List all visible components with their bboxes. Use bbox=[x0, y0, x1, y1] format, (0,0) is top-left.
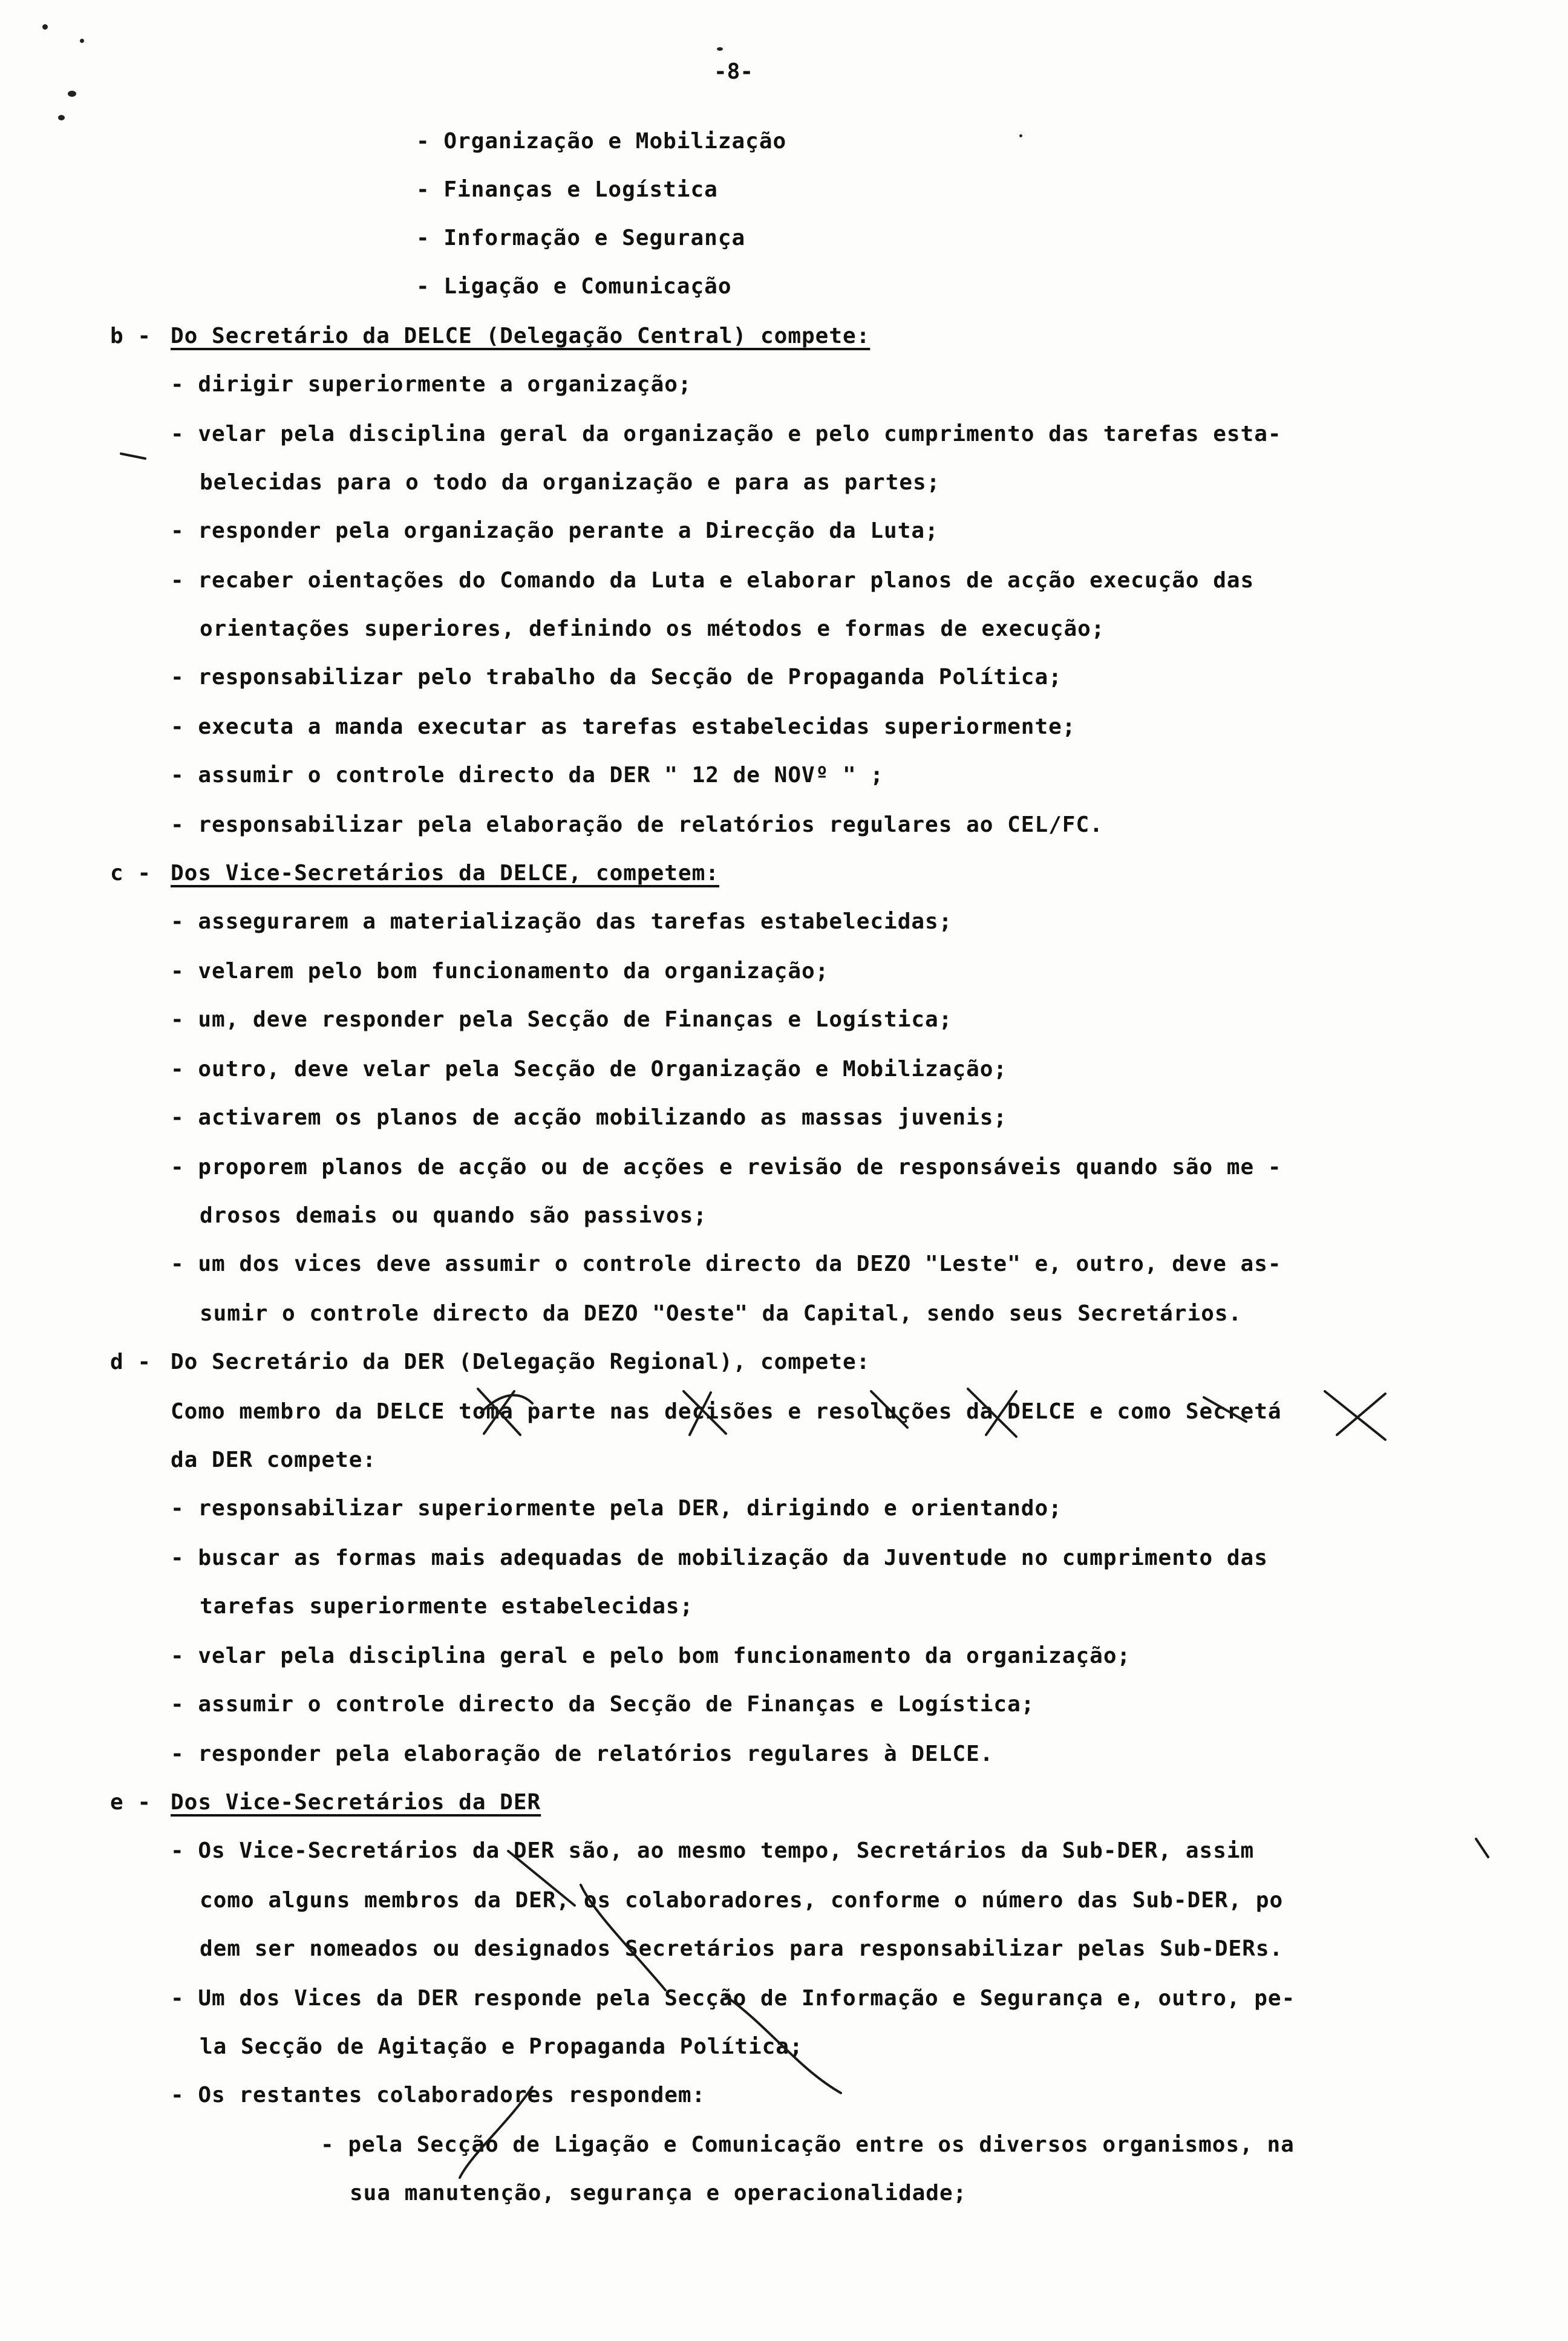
list-item: - Organização e Mobilização bbox=[416, 129, 787, 154]
text-line: - pela Secção de Ligação e Comunicação entre os diversos organismos, na bbox=[321, 2132, 1295, 2157]
page-number: -8- bbox=[714, 59, 754, 84]
section-letter: b - bbox=[110, 324, 152, 348]
section-heading: Do Secretário da DELCE (Delegação Central) compete: bbox=[171, 324, 871, 348]
text-line: - proporem planos de acção ou de acções e revisão de responsáveis quando são me - bbox=[171, 1155, 1282, 1180]
text-line: Como membro da DELCE toma parte nas decisões e resoluções da DELCE e como Secretá bbox=[171, 1399, 1282, 1424]
text-line: - responsabilizar pelo trabalho da Secção de Propaganda Política; bbox=[171, 665, 1062, 690]
text-line: belecidas para o todo da organização e para as partes; bbox=[200, 470, 941, 495]
text-line: - um dos vices deve assumir o controle directo da DEZO "Leste" e, outro, deve as- bbox=[171, 1252, 1282, 1276]
text-line: - recaber oientações do Comando da Luta e elaborar planos de acção execução das bbox=[171, 568, 1255, 593]
text-line: - velarem pelo bom funcionamento da organização; bbox=[171, 959, 829, 984]
section-letter: c - bbox=[110, 861, 152, 886]
text-line: - activarem os planos de acção mobilizando as massas juvenis; bbox=[171, 1105, 1008, 1130]
text-line: - um, deve responder pela Secção de Finanças e Logística; bbox=[171, 1007, 953, 1032]
text-line: - responder pela elaboração de relatórios regulares à DELCE. bbox=[171, 1742, 994, 1766]
text-line: tarefas superiormente estabelecidas; bbox=[200, 1594, 694, 1619]
list-item: - Finanças e Logística bbox=[416, 177, 718, 202]
text-line: - Os Vice-Secretários da DER são, ao mesmo tempo, Secretários da Sub-DER, assim bbox=[171, 1838, 1255, 1863]
text-line: - Um dos Vices da DER responde pela Secção de Informação e Segurança e, outro, pe- bbox=[171, 1986, 1296, 2011]
section-heading: Do Secretário da DER (Delegação Regional), compete: bbox=[171, 1350, 871, 1374]
list-item: - Informação e Segurança bbox=[416, 226, 746, 250]
text-line: - Os restantes colaboradores respondem: bbox=[171, 2083, 706, 2108]
text-line: - responder pela organização perante a Direcção da Luta; bbox=[171, 518, 939, 543]
text-line: sumir o controle directo da DEZO "Oeste" da Capital, sendo seus Secretários. bbox=[200, 1301, 1243, 1326]
text-line: - velar pela disciplina geral e pelo bom funcionamento da organização; bbox=[171, 1644, 1131, 1668]
text-line: dem ser nomeados ou designados Secretários para responsabilizar pelas Sub-DERs. bbox=[200, 1936, 1284, 1961]
text-line: - assumir o controle directo da DER " 12 de NOVº " ; bbox=[171, 763, 884, 788]
text-line: - dirigir superiormente a organização; bbox=[171, 372, 692, 397]
text-line: - velar pela disciplina geral da organização e pelo cumprimento das tarefas esta- bbox=[171, 422, 1282, 446]
section-letter: e - bbox=[110, 1790, 152, 1815]
text-line: la Secção de Agitação e Propaganda Política; bbox=[200, 2034, 803, 2059]
text-line: - assegurarem a materialização das tarefas estabelecidas; bbox=[171, 909, 953, 934]
list-item: - Ligação e Comunicação bbox=[416, 274, 732, 299]
text-line: orientações superiores, definindo os métodos e formas de execução; bbox=[200, 616, 1105, 641]
text-line: - executa a manda executar as tarefas estabelecidas superiormente; bbox=[171, 714, 1076, 739]
text-line: da DER compete: bbox=[171, 1448, 377, 1472]
text-line: - responsabilizar pela elaboração de relatórios regulares ao CEL/FC. bbox=[171, 812, 1103, 837]
section-heading: Dos Vice-Secretários da DER bbox=[171, 1790, 541, 1815]
text-line: sua manutenção, segurança e operacionalidade; bbox=[350, 2181, 967, 2206]
section-heading: Dos Vice-Secretários da DELCE, competem: bbox=[171, 861, 719, 886]
text-line: como alguns membros da DER, os colaboradores, conforme o número das Sub-DER, po bbox=[200, 1888, 1284, 1913]
text-line: - responsabilizar superiormente pela DER, dirigindo e orientando; bbox=[171, 1496, 1062, 1521]
text-line: - buscar as formas mais adequadas de mobilização da Juventude no cumprimento das bbox=[171, 1546, 1268, 1570]
text-line: - assumir o controle directo da Secção de Finanças e Logística; bbox=[171, 1692, 1035, 1717]
section-letter: d - bbox=[110, 1350, 152, 1374]
text-line: drosos demais ou quando são passivos; bbox=[200, 1203, 707, 1228]
text-line: - outro, deve velar pela Secção de Organização e Mobilização; bbox=[171, 1057, 1008, 1082]
